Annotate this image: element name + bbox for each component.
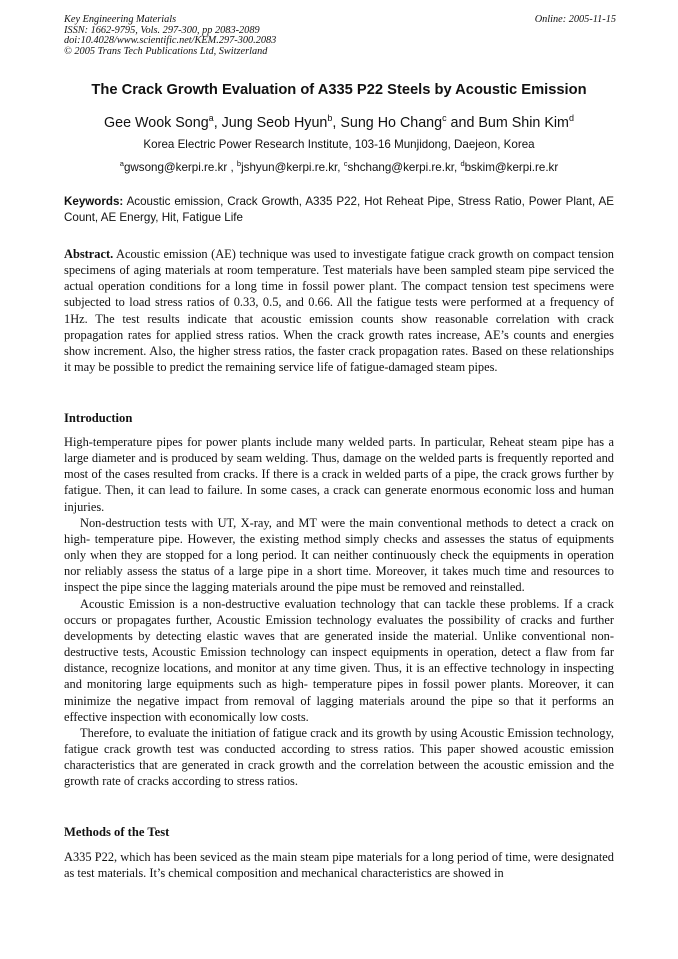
email: $^b$jshyun@kerpi.re.kr, [236, 159, 344, 174]
email: $^c$shchang@kerpi.re.kr, [343, 159, 461, 174]
keywords-text: Acoustic emission, Crack Growth, A335 P22, Hot Reheat Pipe, Stress Ratio, Power Plant, AE Count, AE Energy, Hit, Fatigue Life [64, 195, 614, 224]
methods-body [64, 849, 614, 881]
paragraph: Therefore, to evaluate the initiation of fatigue crack and its growth by using Acoustic Emission technology, fatigue crack growth test was conducted according to stress ratios. This paper showed acoustic emission characteristics that are generated in crack growth and the correlation between the acoustic emission and the growth rate of cracks according to stress ratios. [64, 725, 614, 789]
journal-issn: ISSN: 1662-9795, Vols. 297-300, pp 2083-2089 [64, 24, 260, 36]
email: $^a$gwsong@kerpi.re.kr , [119, 159, 237, 174]
online-date: Online: 2005-11-15 [534, 14, 616, 25]
abstract-text: Acoustic emission (AE) technique was used to investigate fatigue crack growth on compact tension specimens of aging materials at room temperature. Test materials have been sampled steam pipe serviced the actual operation conditions for a long time in fossil power plant. The compact tension test specimens were subjected to load stress ratios of 0.33, 0.5, and 0.66. All the fatigue tests were performed at a frequency of 1Hz. The test results indicate that acoustic emission counts show reasonable correlation with crack propagation rates for applied stress ratios. When the crack growth rates increase, AE’s counts and energies show increment. Also, the higher stress ratios, the faster crack propagation rates. Based on these relationships it may be possible to predict the remaining service life of fatigue-damaged steam pipes. [64, 247, 614, 375]
author: Sung Ho Chang$^c$ and [340, 113, 479, 131]
paragraph: A335 P22, which has been seviced as the main steam pipe materials for a long period of time, were designated as test materials. It’s chemical composition and mechanical characteristics are showed in [64, 850, 614, 881]
introduction-heading: Introduction [64, 411, 133, 425]
introduction-body [64, 434, 614, 789]
paragraph: Non-destruction tests with UT, X-ray, and MT were the main conventional methods to detect a crack on high- temperature pipe. However, the existing method simply checks and assesses the status of equipments only when they are stopped for a long period. It can neither continuously check the equipments in operation nor reliably assess the status of a large pipe in a short time. Moreover, it takes much time and resources to inspect the pipe since the lagging materials around the pipe must be removed and reinstalled. [64, 515, 614, 595]
author: Bum Shin Kim$^d$ [478, 113, 574, 131]
author-list [30, 113, 648, 131]
paragraph: Acoustic Emission is a non-destructive evaluation technology that can tackle these problems. If a crack occurs or propagates further, Acoustic Emission technology evaluates the possibility of cracks and further developments by detecting elastic waves that are generated inside the material. Unlike conventional non-destructive tests, Acoustic Emission technology can inspect equipments in operation, detect a flaw from far distance, recognize locations, and monitor at any time given. Thus, it is an effective technology in inspecting and monitoring large equipments such as high- temperature pipes in fossil power plants. Moreover, it can minimize the negative impact from removal of lagging materials around the pipe so that it performs an effective inspection with economically low costs. [64, 596, 614, 724]
author: Jung Seob Hyun$^b$, [221, 113, 341, 131]
journal-copyright: © 2005 Trans Tech Publications Ltd, Switzerland [64, 45, 268, 57]
journal-doi: doi:10.4028/www.scientific.net/KEM.297-300.2083 [64, 35, 277, 47]
email-list [30, 159, 648, 174]
abstract [64, 246, 614, 375]
affiliation: Korea Electric Power Research Institute, 103-16 Munjidong, Daejeon, Korea [143, 138, 535, 151]
paragraph: High-temperature pipes for power plants include many welded parts. In particular, Reheat steam pipe has a large diameter and is produced by seam welding. Thus, damage on the welded parts is frequently reported and most of the cases resulted from cracks. If there is a crack in welded parts of a pipe, the crack grows further by fatigue. Then, it can lead to failure. In some cases, a crack can generate enormous economic loss and human injuries. [64, 435, 614, 514]
keywords [64, 194, 614, 225]
abstract-label: Abstract. [64, 247, 114, 261]
paper-title: The Crack Growth Evaluation of A335 P22 Steels by Acoustic Emission [91, 82, 587, 98]
email: $^d$bskim@kerpi.re.kr [460, 159, 559, 174]
author: Gee Wook Song$^a$, [104, 113, 222, 131]
journal-header [64, 15, 616, 57]
journal-name: Key Engineering Materials [64, 14, 177, 25]
keywords-label: Keywords: [64, 195, 124, 208]
methods-heading: Methods of the Test [64, 825, 170, 839]
